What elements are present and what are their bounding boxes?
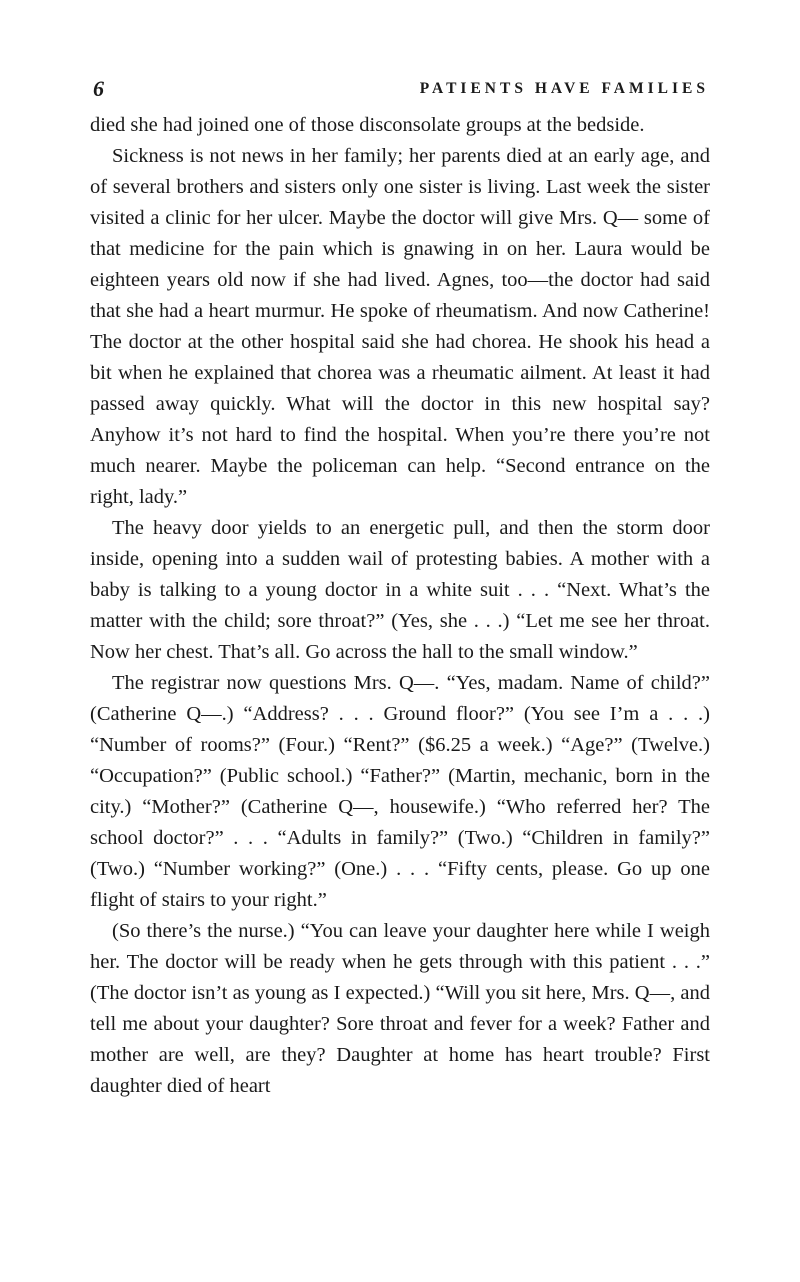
paragraph: Sickness is not news in her family; her parents died at an early age, and of several brothers and sisters only one sister is living. Last week the sister visited a clinic for her ulcer. Maybe the doctor will give Mrs. Q— some of that medicine for the pain which is gnawing in on her. Laura would be eighteen years old now if she had lived. Agnes, too—the doctor had said that she had a heart murmur. He spoke of rheumatism. And now Catherine! The doctor at the other hospital said she had chorea. He shook his head a bit when he explained that chorea was a rheumatic ailment. At least it had passed away quickly. What will the doctor in this new hospital say? Anyhow it’s not hard to find the hospital. When you’re there you’re not much nearer. Maybe the policeman can help. “Second entrance on the right, lady.” bbox=[90, 145, 710, 508]
page-number: 6 bbox=[93, 76, 104, 101]
paragraph: The registrar now questions Mrs. Q—. “Yes, madam. Name of child?” (Catherine Q—.) “Address? . . . Ground floor?” (You see I’m a . . .) “Number of rooms?” (Four.) “Rent?” ($6.25 a week.) “Age?” (Twelve.) “Occupation?” (Public school.) “Father?” (Martin, mechanic, born in the city.) “Mother?” (Catherine Q—, housewife.) “Who referred her? The school doctor?” . . . “Adults in family?” (Two.) “Children in family?” (Two.) “Number working?” (One.) . . . “Fifty cents, please. Go up one flight of stairs to your right.” bbox=[90, 672, 710, 911]
book-page bbox=[90, 72, 710, 1102]
paragraph-continued: died she had joined one of those disconsolate groups at the bedside. bbox=[90, 114, 645, 136]
running-head bbox=[90, 72, 710, 106]
body-text bbox=[90, 110, 710, 1102]
running-title: PATIENTS HAVE FAMILIES bbox=[419, 80, 709, 97]
paragraph: The heavy door yields to an energetic pull, and then the storm door inside, opening into a sudden wail of protesting babies. A mother with a baby is talking to a young doctor in a white suit . . . “Next. What’s the matter with the child; sore throat?” (Yes, she . . .) “Let me see her throat. Now her chest. That’s all. Go across the hall to the small window.” bbox=[90, 517, 710, 663]
paragraph: (So there’s the nurse.) “You can leave your daughter here while I weigh her. The doctor will be ready when he gets through with this patient . . .” (The doctor isn’t as young as I expected.) “Will you sit here, Mrs. Q—, and tell me about your daughter? Sore throat and fever for a week? Father and mother are well, are they? Daughter at home has heart trouble? First daughter died of heart bbox=[90, 920, 710, 1097]
